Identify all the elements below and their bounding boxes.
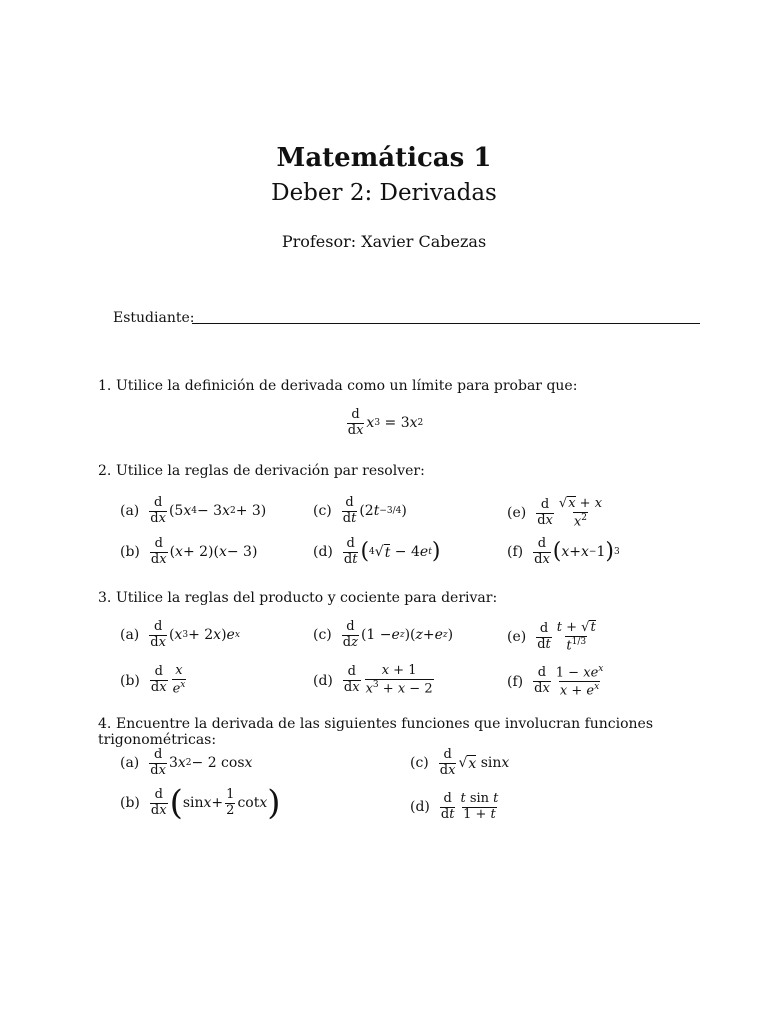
q4-item-d: (d) $\frac{d}{dt}$ $\frac{\text{t sin t}}{1 + t}$	[410, 791, 499, 822]
q3-item-f: (f) $\frac{d}{dx}$ $\frac{1 - xe^x}{x + e^x}$	[507, 664, 604, 699]
q2-item-b: (b) $\frac{d}{dx}$ ( x + 2)( x − 3)	[120, 536, 258, 567]
q3-item-b: (b) $\frac{d}{dx}$ $\frac{x}{e^x}$	[120, 663, 186, 697]
q1-equation: $\frac{d}{dx}$ x 3 = 3 x 2	[347, 407, 424, 438]
q3-item-c: (c) $\frac{d}{dz}$ (1 − e z )( z + e z )	[313, 619, 454, 650]
q2-item-d: (d) $\frac{d}{dt}$ ( 4 √ t − 4 e t )	[313, 536, 441, 567]
q3-item-d: (d) $\frac{d}{dx}$ $\frac{x + 1}{x^3 + x - 2}$	[313, 663, 433, 697]
question-2: 2. Utilice la reglas de derivación par resolver:	[98, 463, 425, 479]
q4-item-c: (c) $\frac{d}{dx}$ √ x sin x	[410, 747, 510, 778]
question-3: 3. Utilice la reglas del producto y cociente para derivar:	[98, 590, 498, 606]
student-name-line	[192, 323, 700, 324]
q2-item-c: (c) $\frac{d}{dt}$ (2 t −3/4 )	[313, 495, 407, 526]
q4-item-a: (a) $\frac{d}{dx}$ 3 x 2 − 2 cos x	[120, 747, 253, 778]
q2-item-a: (a) $\frac{d}{dx}$ (5 x 4 − 3 x 2 + 3)	[120, 495, 267, 526]
question-4: 4. Encuentre la derivada de las siguientes funciones que involucran funciones trigonométricas:	[98, 716, 654, 748]
professor-name: Profesor: Xavier Cabezas	[281, 232, 487, 251]
question-1: 1. Utilice la definición de derivada como un límite para probar que:	[98, 378, 578, 394]
q3-item-e: (e) $\frac{d}{dt}$ $\frac{t + √t}{t^{1/3}}$	[507, 620, 596, 654]
student-label: Estudiante:	[113, 310, 195, 326]
page-title: Matemáticas 1	[276, 143, 492, 173]
page-subtitle: Deber 2: Derivadas	[271, 180, 497, 206]
q2-item-f: (f) $\frac{d}{dx}$ ( x + x − 1 ) 3	[507, 536, 620, 567]
q3-item-a: (a) $\frac{d}{dx}$ ( x 3 + 2 x ) e x	[120, 619, 240, 650]
q4-item-b: (b) $\frac{d}{dx}$ ( sin x + $\frac{1}{2}$ cot x )	[120, 783, 281, 823]
q2-item-e: (e) $\frac{d}{dx}$ $\frac{√x + x}{x^2}$	[507, 496, 603, 530]
